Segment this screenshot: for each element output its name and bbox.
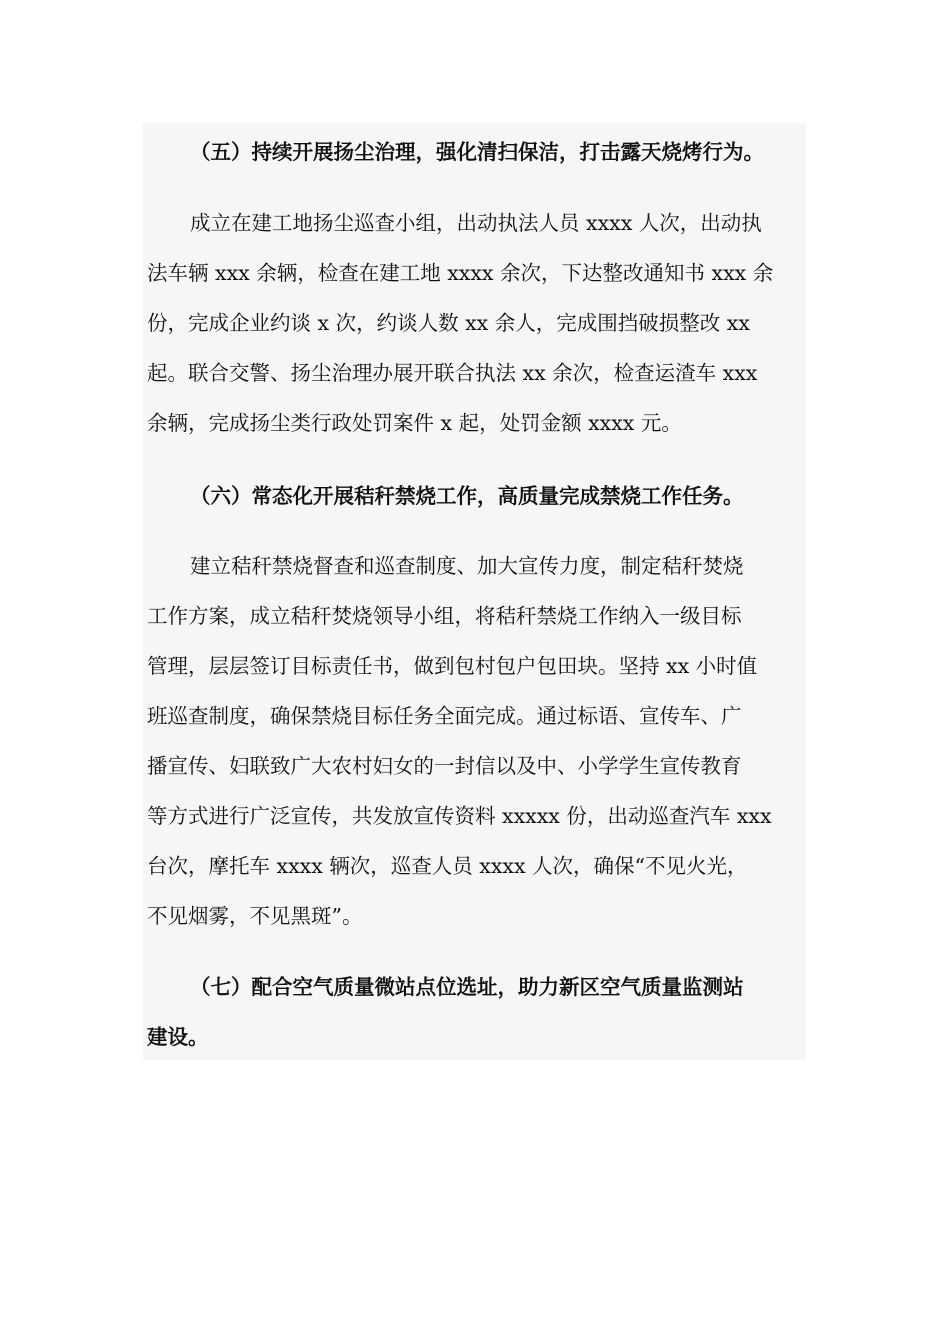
body-line: 成立在建工地扬尘巡查小组，出动执法人员 xxxx 人次，出动执 xyxy=(190,211,762,235)
body-line: 等方式进行广泛宣传，共发放宣传资料 xxxxx 份，出动巡查汽车 xxx xyxy=(147,804,772,828)
body-line: 余辆，完成扬尘类行政处罚案件 x 起，处罚金额 xxxx 元。 xyxy=(147,411,682,435)
body-line: 管理，层层签订目标责任书，做到包村包户包田块。坚持 xx 小时值 xyxy=(147,654,758,678)
section-heading-7-continued: 建设。 xyxy=(147,1025,209,1049)
body-line: 份，完成企业约谈 x 次，约谈人数 xx 余人，完成围挡破损整改 xx xyxy=(147,311,750,335)
section-heading-5: （五）持续开展扬尘治理，强化清扫保洁，打击露天烧烤行为。 xyxy=(190,140,764,164)
section-heading-6: （六）常态化开展秸秆禁烧工作，高质量完成禁烧工作任务。 xyxy=(190,484,744,508)
body-line: 班巡查制度，确保禁烧目标任务全面完成。通过标语、宣传车、广 xyxy=(147,704,742,728)
body-line: 起。联合交警、扬尘治理办展开联合执法 xx 余次，检查运渣车 xxx xyxy=(147,361,758,385)
body-line: 台次，摩托车 xxxx 辆次，巡查人员 xxxx 人次，确保“不见火光， xyxy=(147,854,748,878)
body-line: 工作方案，成立秸秆焚烧领导小组，将秸秆禁烧工作纳入一级目标 xyxy=(147,604,742,628)
body-line: 建立秸秆禁烧督查和巡查制度、加大宣传力度，制定秸秆焚烧 xyxy=(190,554,744,578)
body-line: 播宣传、妇联致广大农村妇女的一封信以及中、小学学生宣传教育 xyxy=(147,754,742,778)
section-heading-7: （七）配合空气质量微站点位选址，助力新区空气质量监测站 xyxy=(190,975,744,999)
body-line: 不见烟雾，不见黑斑”。 xyxy=(147,904,363,928)
body-line: 法车辆 xxx 余辆，检查在建工地 xxxx 余次，下达整改通知书 xxx 余 xyxy=(147,261,774,285)
